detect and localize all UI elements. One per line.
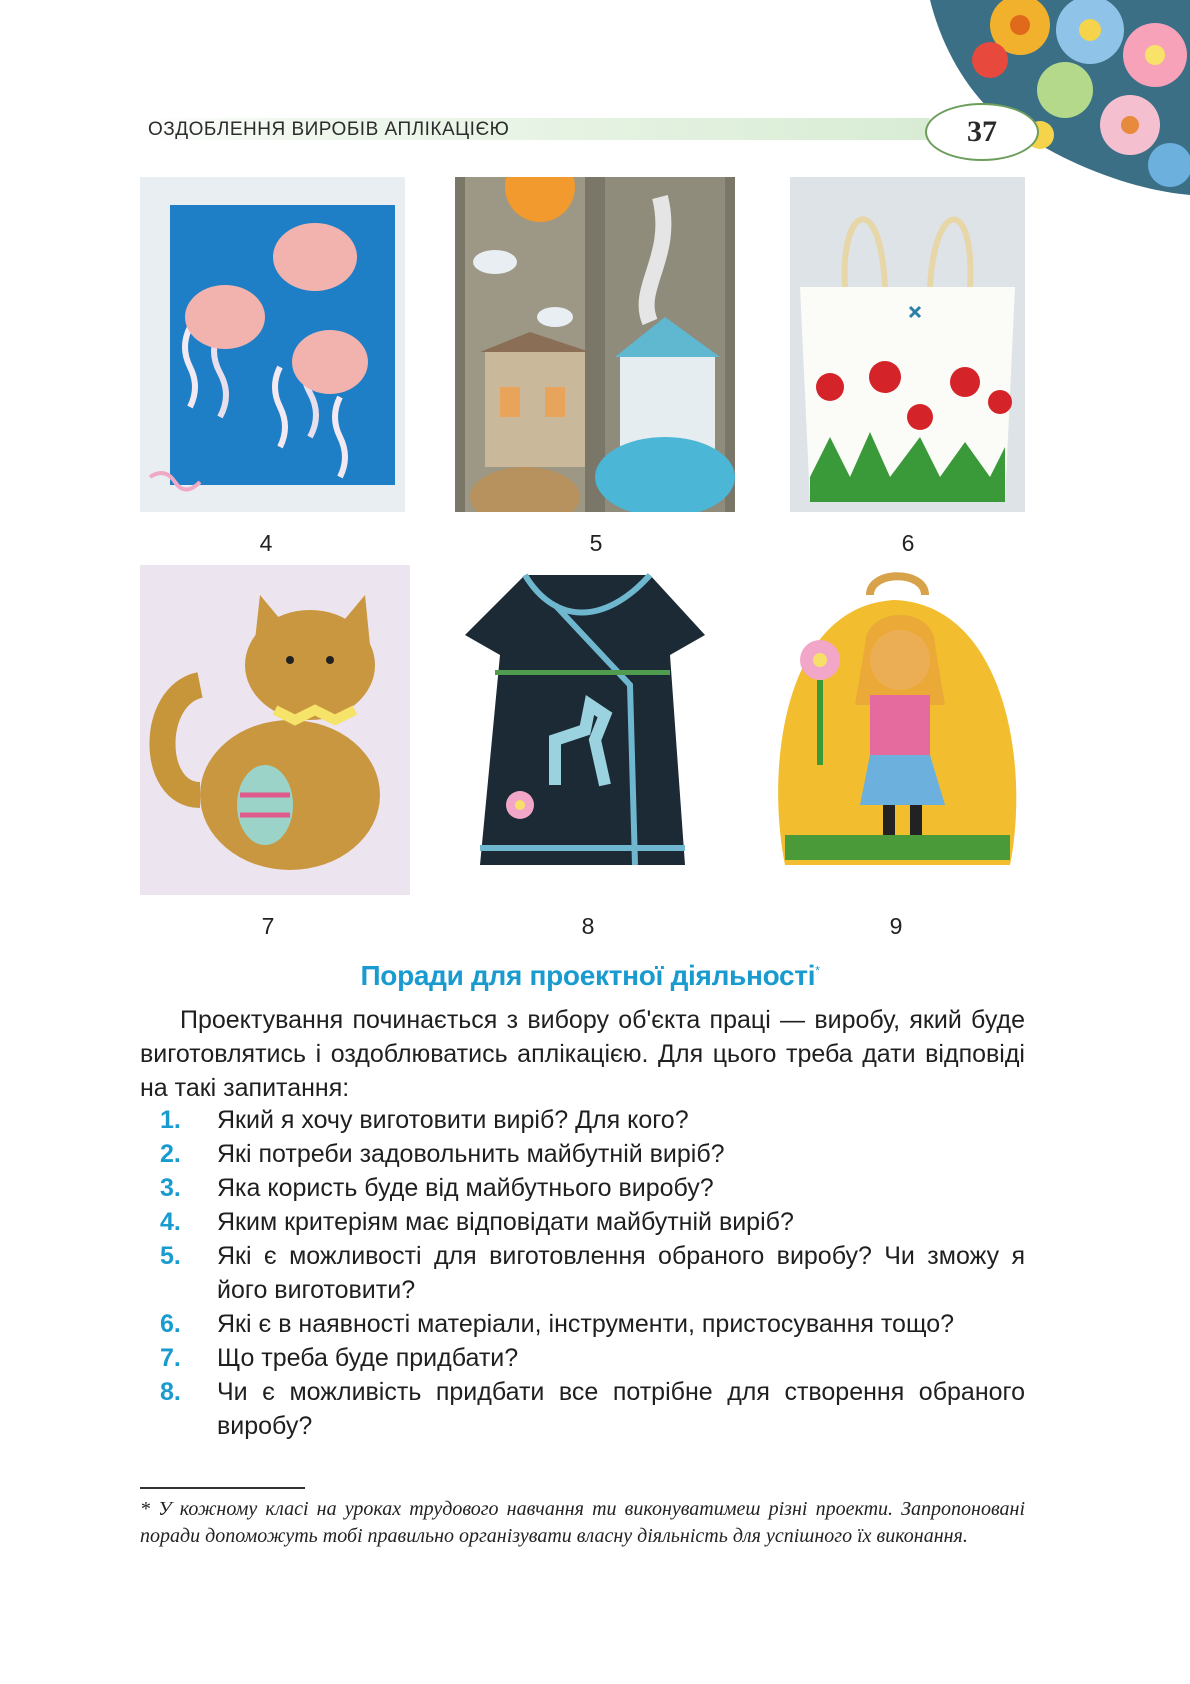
corner-flower-decoration — [930, 0, 1190, 200]
photo-caption: 7 — [261, 913, 275, 939]
list-text: Яка користь буде від майбутнього виробу? — [217, 1174, 714, 1202]
list-text: Які є можливості для виготовлення обраного виробу? Чи зможу я його виготовити? — [217, 1242, 1025, 1304]
photo-caption: 8 — [581, 913, 595, 939]
list-text: Які потреби задовольнить майбутній виріб? — [217, 1140, 725, 1168]
photo-caption: 6 — [901, 530, 915, 556]
list-text: Які є в наявності матеріали, інструменти, пристосування тощо? — [217, 1310, 955, 1338]
list-number: 8. — [160, 1378, 181, 1406]
photo-houses-applique — [455, 177, 735, 512]
list-item — [160, 1103, 1025, 1137]
list-item — [160, 1239, 1025, 1307]
list-text: Яким критеріям має відповідати майбутній виріб? — [217, 1208, 794, 1236]
list-number: 7. — [160, 1344, 181, 1372]
list-item — [160, 1341, 1025, 1375]
photo-backpack-doll — [765, 565, 1030, 895]
section-heading-text: Поради для проектної діяльності — [360, 960, 816, 991]
list-number: 6. — [160, 1310, 181, 1338]
photo-dress-deer — [455, 565, 720, 895]
list-item — [160, 1137, 1025, 1171]
question-list — [160, 1103, 1025, 1443]
footnote-marker: * — [815, 963, 820, 978]
photo-bag-poppies — [790, 177, 1025, 512]
list-text: Чи є можливість придбати все потрібне для створення обраного виробу? — [217, 1378, 1025, 1440]
photo-caption: 9 — [889, 913, 903, 939]
photo-felt-cat — [140, 565, 410, 895]
footnote-divider — [140, 1487, 305, 1489]
photo-caption: 4 — [259, 530, 273, 556]
page-number-badge — [925, 103, 1039, 161]
list-number: 2. — [160, 1140, 181, 1168]
footnote: * У кожному класі на уроках трудового навчання ти виконуватимеш різні проекти. Запропоновані поради допоможуть тобі правильно організувати власну діяльність для успішного їх виконання. — [140, 1498, 1025, 1547]
list-item — [160, 1375, 1025, 1443]
list-item — [160, 1171, 1025, 1205]
list-item — [160, 1205, 1025, 1239]
list-number: 5. — [160, 1242, 181, 1270]
section-title: ОЗДОБЛЕННЯ ВИРОБІВ АПЛІКАЦІЄЮ — [148, 119, 510, 140]
photo-caption: 5 — [589, 530, 603, 556]
list-text: Що треба буде придбати? — [217, 1344, 519, 1372]
list-number: 3. — [160, 1174, 181, 1202]
intro-paragraph — [140, 1003, 1025, 1105]
list-text: Який я хочу виготовити виріб? Для кого? — [217, 1106, 689, 1134]
page-number: 37 — [967, 115, 997, 148]
list-item — [160, 1307, 1025, 1341]
photo-jellyfish-applique — [140, 177, 405, 512]
intro-text: Проектування починається з вибору об'єкта праці — виробу, який буде виготовлятись і оздоблюватись аплікацією. Для цього треба дати відповіді на такі запитання: — [140, 1006, 1025, 1102]
list-number: 1. — [160, 1106, 181, 1134]
list-number: 4. — [160, 1208, 181, 1236]
running-header — [140, 118, 930, 140]
section-heading — [140, 960, 1040, 992]
